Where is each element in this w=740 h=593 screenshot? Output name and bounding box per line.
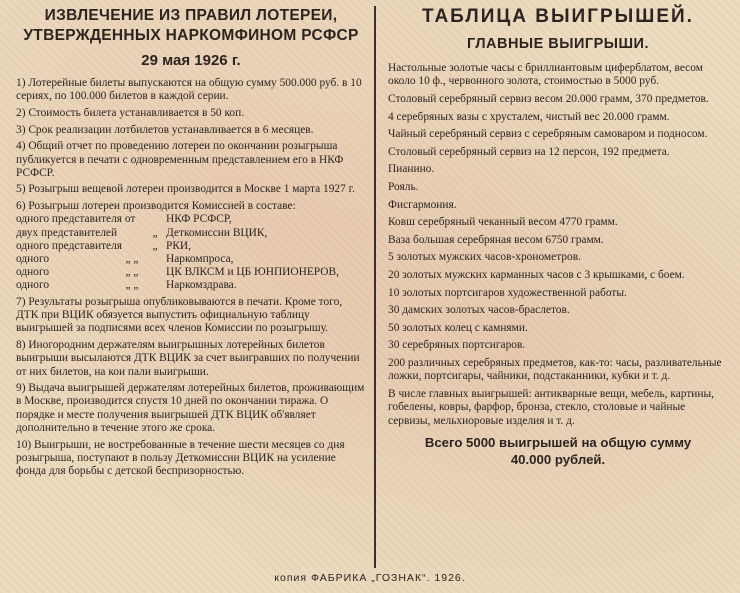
commission-ditto: „ [152, 226, 158, 239]
rule-4: 4) Общий отчет по проведению лотереи по окончании розыгрыша публикуется в печати с одновременным представлением его в НКФ РСФСР. [16, 140, 344, 179]
commission-row [16, 213, 366, 226]
rules-title-line2: УТВЕРЖДЕННЫХ НАРКОМФИНОМ РСФСР [23, 27, 359, 44]
commission-ditto: „ „ [125, 279, 139, 292]
prize-item: 30 дамских золотых часов-браслетов. [388, 304, 570, 317]
prize-item: Чайный серебряный сервиз с серебряным самоваром и подносом. [388, 128, 708, 141]
commission-body: Деткомиссии ВЦИК, [166, 226, 268, 239]
prize-table-title: ТАБЛИЦА ВЫИГРЫШЕЙ. [422, 6, 694, 27]
prize-item: Рояль. [388, 180, 419, 193]
prize-item: Ковш серебряный чеканный весом 4770 грамм. [388, 216, 618, 229]
prize-item: Столовый серебряный сервиз весом 20.000 грамм, 370 предметов. [388, 93, 709, 105]
prize-item: Настольные золотые часы с бриллиантовым циферблатом, весом около 10 ф., червонного золота, стоимостью в 5000 руб. [388, 62, 703, 88]
commission-ditto: „ „ [125, 252, 139, 265]
commission-body: РКИ, [166, 239, 192, 252]
commission-body: Наркомздрава. [166, 279, 237, 292]
commission-body: Наркомпроса, [166, 252, 234, 265]
rule-5: 5) Розыгрыш вещевой лотереи производится в Москве 1 марта 1927 г. [16, 183, 355, 196]
commission-row [16, 279, 366, 292]
rule-9: 9) Выдача выигрышей держателям лотерейных билетов, проживающим в Москве, производится спустя 10 дней по окончании тиража. О порядке и месте получения выигрышей ДТК ВЦИК об'являет дополнительно в течение этого же срока. [16, 382, 365, 434]
commission-row [16, 227, 366, 240]
total-line-1: Всего 5000 выигрышей на общую сумму [424, 435, 692, 451]
prize-item: Пианино. [388, 163, 435, 176]
commission-role: одного [16, 252, 50, 265]
main-prizes-subtitle: ГЛАВНЫЕ ВЫИГРЫШИ. [466, 36, 650, 52]
commission-row [16, 253, 366, 266]
rule-8: 8) Иногородним держателям выигрышных лотерейных билетов выигрыши высылаются ДТК ВЦИК за счет выигравших по получении от них билетов, на кои пали выигрыши. [16, 339, 360, 378]
prize-item: Ваза большая серебряная весом 6750 грамм. [388, 233, 604, 246]
total-line-2: 40.000 рублей. [510, 452, 606, 468]
commission-role: одного [16, 279, 50, 292]
prize-item: 200 различных серебряных предметов, как-то: часы, разливательные ложки, портсигары, чайники, подстаканники, кубки и т. д. [388, 356, 722, 383]
prize-item: 4 серебряных вазы с хрусталем, чистый вес 20.000 грамм. [388, 110, 670, 123]
total-prizes [388, 434, 728, 468]
rules-date: 29 мая 1926 г. [141, 52, 241, 69]
rule-3: 3) Срок реализации лотбилетов устанавливается в 6 месяцев. [16, 123, 314, 136]
commission-role: двух представителей [16, 226, 118, 239]
rule-6: 6) Розыгрыш лотереи производится Комиссией в составе: [16, 200, 296, 213]
commission-role: одного представителя [16, 239, 123, 252]
prize-item: 10 золотых портсигаров художественной работы. [388, 286, 627, 299]
printer-footer: копия ФАБРИКА „ГОЗНАК“. 1926. [274, 572, 466, 584]
commission-ditto: „ [152, 239, 158, 252]
commission-ditto: „ „ [125, 266, 139, 279]
rule-1: 1) Лотерейные билеты выпускаются на общую сумму 500.000 руб. в 10 сериях, по 100.000 билетов в каждой серии. [16, 77, 362, 103]
rules-column [16, 6, 366, 482]
rules-title-line1: ИЗВЛЕЧЕНИЕ ИЗ ПРАВИЛ ЛОТЕРЕИ, [44, 7, 338, 24]
prize-item: Столовый серебряный сервиз на 12 персон, 192 предмета. [388, 145, 670, 158]
commission-role: одного [16, 266, 50, 279]
commission-row [16, 266, 366, 279]
rule-2: 2) Стоимость билета устанавливается в 50 коп. [16, 106, 245, 119]
commission-body: ЦК ВЛКСМ и ЦБ ЮНПИОНЕРОВ, [166, 266, 339, 279]
prize-item: 5 золотых мужских часов-хронометров. [388, 251, 581, 264]
column-divider [374, 6, 376, 568]
prize-list [388, 62, 728, 428]
rule-10: 10) Выигрыши, не востребованные в течение шести месяцев со дня розыгрыша, поступают в пользу Деткомиссии ВЦИК на усиление фонда для борьбы с детской беспризорностью. [16, 438, 345, 477]
commission-row [16, 240, 366, 253]
prize-item: 50 золотых колец с камнями. [388, 321, 528, 334]
prize-item: 30 серебряных портсигаров. [388, 339, 526, 352]
commission-list [16, 213, 366, 292]
commission-role: одного представителя от [16, 213, 136, 226]
commission-body: НКФ РСФСР, [166, 213, 232, 226]
prize-table-column [388, 6, 728, 468]
prize-item: В числе главных выигрышей: антикварные вещи, мебель, картины, гобелены, ковры, фарфор, бронза, стекло, столовые и чайные сервизы, мельхиоровые изделия и т. д. [388, 387, 714, 427]
prize-item: Фисгармония. [388, 198, 457, 211]
prize-item: 20 золотых мужских карманных часов с 3 крышками, с боем. [388, 268, 685, 281]
rule-7: 7) Результаты розыгрыша опубликовываются в печати. Кроме того, ДТК при ВЦИК обязуется выпустить официальную таблицу выигрышей за подписями всех членов Комиссии по розыгрышу. [16, 296, 343, 335]
